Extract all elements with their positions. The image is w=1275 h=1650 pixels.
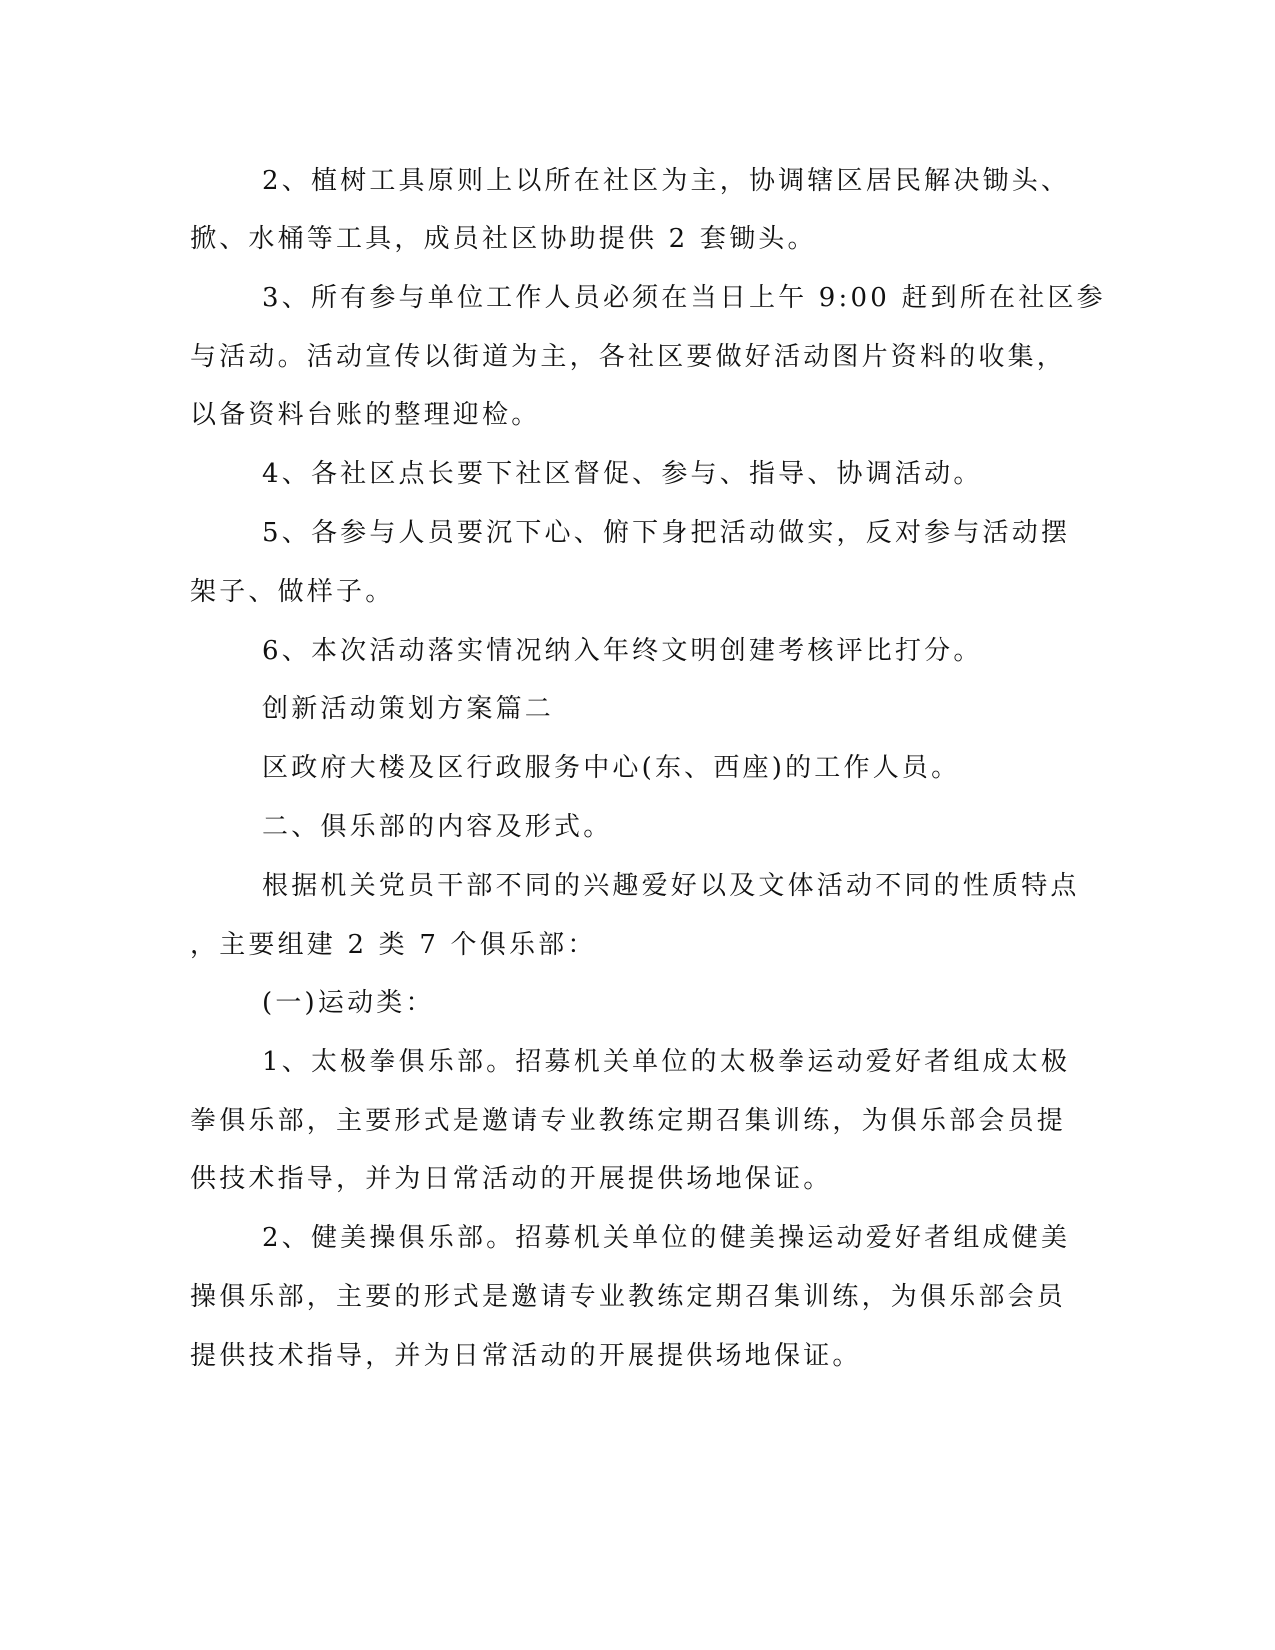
paragraph-line: 二、俱乐部的内容及形式。	[262, 812, 613, 842]
paragraph-line: 拳俱乐部，主要形式是邀请专业教练定期召集训练，为俱乐部会员提	[190, 1106, 1067, 1136]
paragraph-line: 以备资料台账的整理迎检。	[190, 400, 541, 430]
paragraph-line: 与活动。活动宣传以街道为主，各社区要做好活动图片资料的收集，	[190, 342, 1067, 372]
paragraph-line: 掀、水桶等工具，成员社区协助提供 2 套锄头。	[190, 224, 817, 254]
paragraph-line: 4、各社区点长要下社区督促、参与、指导、协调活动。	[262, 459, 983, 489]
paragraph-line: 1、太极拳俱乐部。招募机关单位的太极拳运动爱好者组成太极	[262, 1047, 1071, 1077]
paragraph-line: 根据机关党员干部不同的兴趣爱好以及文体活动不同的性质特点	[262, 871, 1080, 901]
paragraph-line: 供技术指导，并为日常活动的开展提供场地保证。	[190, 1164, 833, 1194]
paragraph-line: 操俱乐部，主要的形式是邀请专业教练定期召集训练，为俱乐部会员	[190, 1282, 1067, 1312]
paragraph-line: 6、本次活动落实情况纳入年终文明创建考核评比打分。	[262, 636, 983, 666]
paragraph-line: (一)运动类：	[262, 988, 435, 1018]
paragraph-line: 5、各参与人员要沉下心、俯下身把活动做实，反对参与活动摆	[262, 518, 1071, 548]
paragraph-line: 提供技术指导，并为日常活动的开展提供场地保证。	[190, 1341, 862, 1371]
paragraph-line: 架子、做样子。	[190, 577, 395, 607]
section-heading: 创新活动策划方案篇二	[262, 694, 555, 724]
paragraph-line: 2、健美操俱乐部。招募机关单位的健美操运动爱好者组成健美	[262, 1223, 1071, 1253]
paragraph-line: 2、植树工具原则上以所在社区为主，协调辖区居民解决锄头、	[262, 166, 1071, 196]
paragraph-line: 区政府大楼及区行政服务中心(东、西座)的工作人员。	[262, 753, 961, 783]
paragraph-line: 3、所有参与单位工作人员必须在当日上午 9:00 赶到所在社区参	[262, 283, 1106, 313]
paragraph-line: ，主要组建 2 类 7 个俱乐部：	[190, 930, 597, 960]
